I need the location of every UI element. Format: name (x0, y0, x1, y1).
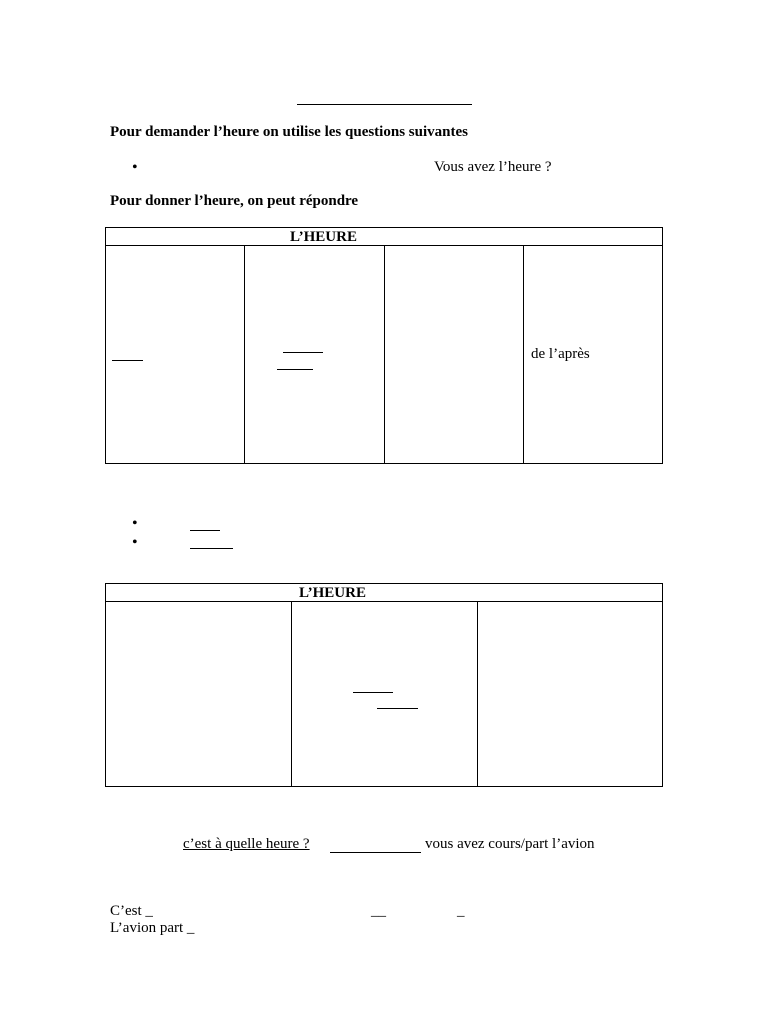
table1-header-label: L’HEURE (290, 229, 357, 245)
table1-cell-1 (106, 246, 245, 463)
table1-cell-4 (524, 246, 662, 463)
table2-cell-3 (478, 602, 662, 786)
table1-cell-3 (385, 246, 524, 463)
section1-title: Pour demander l’heure on utilise les questions suivantes (110, 124, 468, 140)
table1-cell-4-text: de l’après (531, 346, 590, 362)
answer-blank (277, 369, 313, 370)
answer-line-1: C’est _ (110, 903, 153, 919)
section2-title: Pour donner l’heure, on peut répondre (110, 193, 359, 209)
question-line-right: vous avez cours/part l’avion (425, 836, 595, 852)
table2-cell-2 (292, 602, 478, 786)
answer-blank (283, 352, 323, 353)
question-line-left: c’est à quelle heure ? (183, 836, 310, 852)
table2-header (106, 584, 662, 602)
table2-header-label: L’HEURE (299, 585, 366, 601)
answer-blank (377, 708, 418, 709)
bullet-icon: • (132, 515, 138, 532)
answer-blank (330, 852, 421, 853)
table1-cell-2 (245, 246, 385, 463)
answer-mid-1: __ (371, 903, 386, 919)
bullet-icon: • (132, 534, 138, 551)
table1-header (106, 228, 662, 246)
answer-blank (353, 692, 393, 693)
time-table-2 (105, 583, 663, 787)
answer-line-2: L’avion part _ (110, 920, 195, 936)
bullet-icon: • (132, 159, 138, 176)
answer-blank (190, 530, 220, 531)
title-blank-line (297, 104, 472, 105)
time-table-1 (105, 227, 663, 464)
answer-blank (190, 548, 233, 549)
table2-cell-1 (106, 602, 292, 786)
answer-mid-2: _ (457, 903, 465, 919)
answer-blank (112, 360, 143, 361)
question-text: Vous avez l’heure ? (434, 159, 552, 175)
